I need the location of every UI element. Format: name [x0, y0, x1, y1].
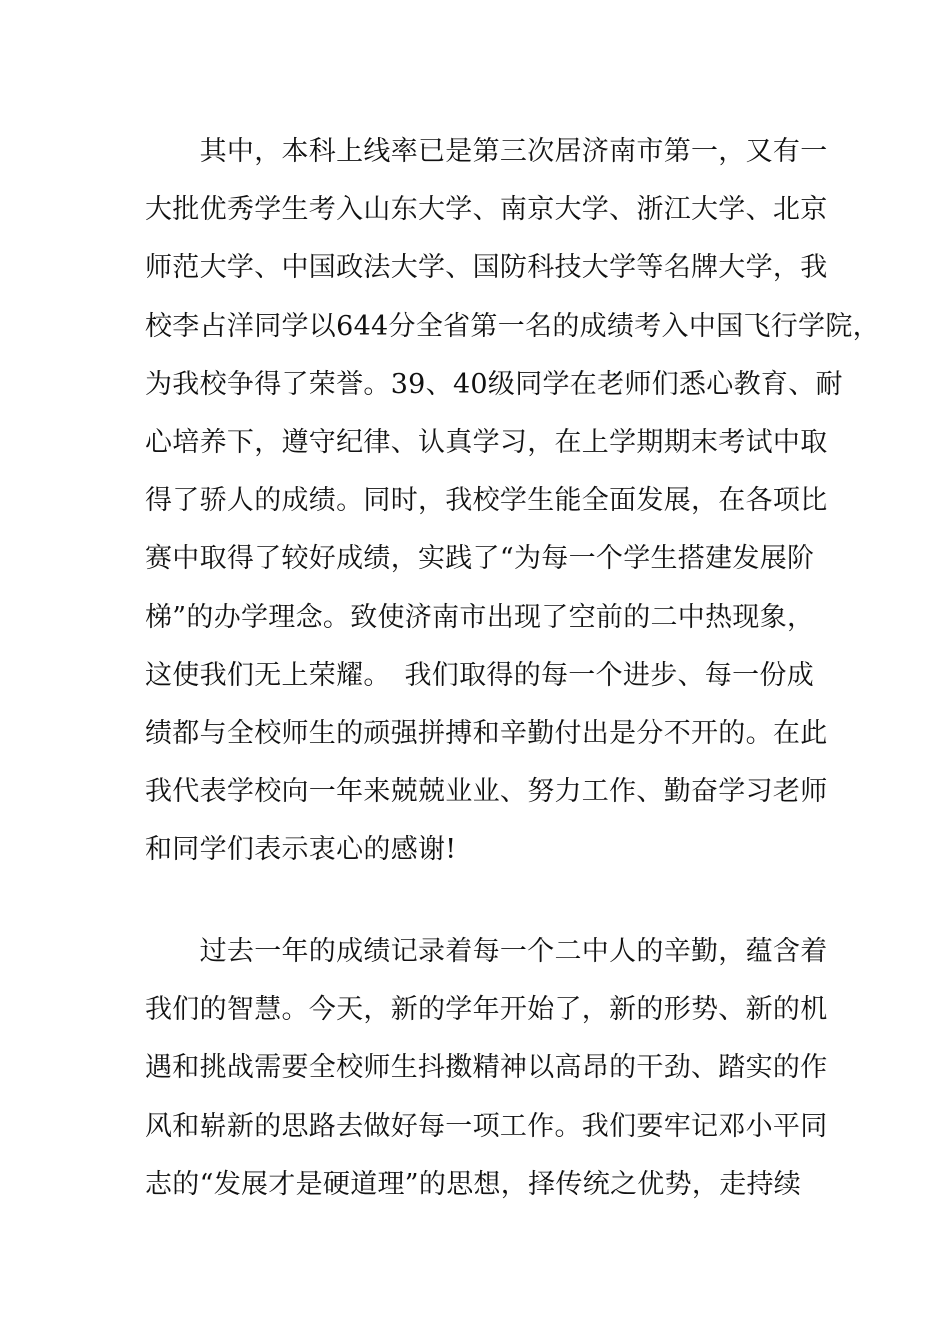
- text-line: 校李占洋同学以644分全省第一名的成绩考入中国飞行学院，: [145, 310, 880, 342]
- text-line: 风和崭新的思路去做好每一项工作。我们要牢记邓小平同: [145, 1110, 828, 1142]
- text-line: 绩都与全校师生的顽强拼搏和辛勤付出是分不开的。在此: [145, 717, 828, 749]
- text-line: 其中，本科上线率已是第三次居济南市第一，又有一: [145, 136, 828, 167]
- text-line: 过去一年的成绩记录着每一个二中人的辛勤，蕴含着: [145, 936, 828, 967]
- text-line: 这使我们无上荣耀。 我们取得的每一个进步、每一份成: [145, 659, 814, 691]
- paragraph-achievements: [145, 130, 880, 886]
- text-line: 志的“发展才是硬道理”的思想，择传统之优势，走持续: [145, 1168, 802, 1200]
- text-line: 心培养下，遵守纪律、认真学习，在上学期期末考试中取: [145, 426, 828, 458]
- text-line: 我们的智慧。今天，新的学年开始了，新的形势、新的机: [145, 994, 828, 1026]
- text-line: 和同学们表示衷心的感谢!: [145, 834, 457, 866]
- text-line: 我代表学校向一年来兢兢业业、努力工作、勤奋学习老师: [145, 776, 828, 808]
- paragraph-new-year: [145, 930, 828, 1221]
- text-line: 大批优秀学生考入山东大学、南京大学、浙江大学、北京: [145, 194, 828, 226]
- text-line: 遇和挑战需要全校师生抖擞精神以高昂的干劲、踏实的作: [145, 1052, 828, 1084]
- text-line: 赛中取得了较好成绩，实践了“为每一个学生搭建发展阶: [145, 543, 815, 575]
- text-line: 师范大学、中国政法大学、国防科技大学等名牌大学，我: [145, 252, 828, 284]
- text-line: 梯”的办学理念。致使济南市出现了空前的二中热现象，: [145, 601, 815, 633]
- text-line: 为我校争得了荣誉。39、40级同学在老师们悉心教育、耐: [145, 368, 843, 400]
- text-line: 得了骄人的成绩。同时，我校学生能全面发展，在各项比: [145, 485, 828, 517]
